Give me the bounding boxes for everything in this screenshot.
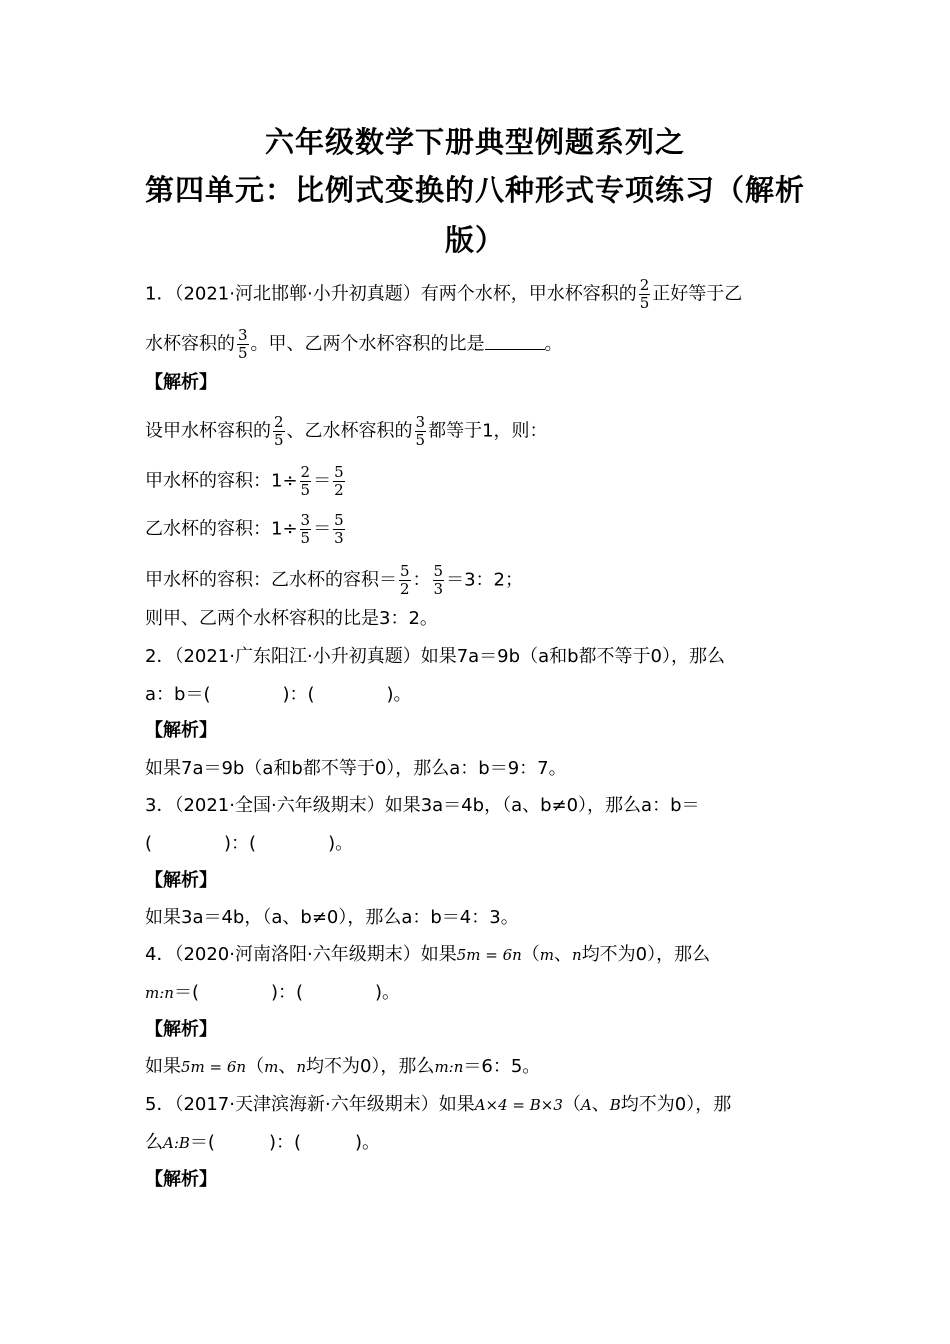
q5-text-b: （	[562, 1094, 581, 1115]
q3-answer: 如果3a＝4b，（a、b≠0），那么a：b＝4：3。	[145, 907, 519, 928]
q4-text-d: 均不为0），那么	[581, 944, 711, 965]
q4-text-b: （	[521, 944, 540, 965]
q5-line-2	[145, 1131, 815, 1155]
q5-var-b: B	[609, 1096, 621, 1114]
fraction-denominator: 5	[238, 344, 248, 362]
q4-ans-text-d: 均不为0），那么	[305, 1056, 435, 1077]
q1-s1-text-b: 、乙水杯容积的	[286, 420, 413, 442]
q4-ans-text-e: ＝6：5。	[463, 1056, 541, 1077]
q5-text-e: 么	[145, 1132, 163, 1153]
fraction-numerator: 2	[300, 463, 311, 481]
q1-line-1	[145, 277, 815, 312]
q1-s1-text-a: 设甲水杯容积的	[145, 420, 271, 442]
q3-line-1: 3．（2021·全国·六年级期末）如果3a＝4b，（a、b≠0），那么a：b＝	[145, 795, 700, 816]
q5-var-a: A	[580, 1096, 592, 1114]
fraction-numerator: 3	[238, 326, 248, 344]
q1-solution-5: 则甲、乙两个水杯容积的比是3：2。	[145, 608, 438, 629]
q4-ans-text-c: 、	[278, 1056, 297, 1077]
fraction-numerator: 3	[415, 413, 426, 431]
title-line-2: 第四单元：比例式变换的八种形式专项练习（解析	[144, 173, 805, 207]
answer-blank[interactable]	[485, 333, 545, 350]
q1-text-b: 正好等于乙	[652, 283, 743, 305]
q5-text-d: 均不为0），那	[620, 1094, 732, 1115]
fraction-numerator: 2	[274, 413, 284, 431]
q2-answer: 如果7a＝9b（a和b都不等于0），那么a：b＝9：7。	[145, 758, 567, 779]
fraction	[300, 512, 312, 547]
q3-line-2: ( )：( )。	[145, 833, 354, 854]
q1-s4-text-b: ：	[412, 569, 431, 591]
q1-s3-text-b: ＝	[313, 518, 332, 540]
q4-line-2	[145, 981, 815, 1005]
q4-ans-equation: 5m = 6n	[181, 1058, 247, 1076]
q5-equation: A×4 = B×3	[474, 1096, 563, 1114]
fraction-denominator: 2	[334, 481, 344, 499]
q1-s4-text-c: ＝3：2；	[446, 569, 523, 591]
q4-var-m: m	[539, 946, 555, 964]
q1-s1-text-c: 都等于1，则：	[428, 420, 548, 442]
q4-line-1	[145, 943, 815, 967]
q1-s3-text-a: 乙水杯的容积：1÷	[145, 518, 298, 540]
q4-text-l2: ＝( )：( )。	[173, 982, 401, 1003]
fraction	[300, 464, 312, 499]
q4-var-n: n	[572, 946, 582, 964]
fraction	[399, 563, 411, 598]
fraction-denominator: 5	[274, 431, 284, 449]
q1-line-2	[145, 327, 815, 362]
fraction-denominator: 5	[639, 294, 650, 312]
q4-text-a: 4．（2020·河南洛阳·六年级期末）如果	[145, 944, 457, 965]
q1-jiexi: 【解析】	[145, 372, 217, 393]
q4-ans-var-m: m	[264, 1058, 279, 1076]
q4-equation: 5m = 6n	[456, 946, 522, 964]
fraction-numerator: 3	[300, 511, 311, 529]
fraction-numerator: 5	[433, 562, 444, 580]
fraction	[433, 563, 445, 598]
q1-solution-3	[145, 512, 815, 547]
q4-ratio: m:n	[145, 984, 174, 1002]
q2-jiexi: 【解析】	[145, 720, 217, 741]
q4-jiexi: 【解析】	[145, 1019, 217, 1040]
q1-solution-4	[145, 563, 815, 598]
fraction	[273, 414, 285, 449]
q4-ans-var-n: n	[296, 1058, 306, 1076]
q1-text-d: 。甲、乙两个水杯容积的比是	[250, 333, 485, 355]
q1-solution-1	[145, 414, 815, 449]
q4-ans-ratio: m:n	[434, 1058, 464, 1076]
fraction-numerator: 2	[639, 276, 650, 294]
fraction-denominator: 3	[433, 580, 444, 598]
fraction-numerator: 5	[334, 511, 344, 529]
q5-text-f: ＝( )：( )。	[189, 1132, 381, 1153]
fraction	[333, 464, 345, 499]
q1-text-e: 。	[544, 333, 563, 355]
fraction-denominator: 2	[400, 580, 410, 598]
q1-s2-text-b: ＝	[313, 470, 332, 492]
fraction-numerator: 5	[334, 463, 344, 481]
q2-line-2: a：b＝( )：( )。	[145, 684, 412, 705]
q1-s4-text-a: 甲水杯的容积：乙水杯的容积＝	[145, 569, 397, 591]
q5-ratio: A:B	[163, 1134, 190, 1152]
q4-ans-text-b: （	[246, 1056, 265, 1077]
fraction	[415, 414, 427, 449]
q4-ans-text-a: 如果	[145, 1056, 181, 1077]
q4-text-c: 、	[554, 944, 573, 965]
q1-s2-text-a: 甲水杯的容积：1÷	[145, 470, 298, 492]
fraction	[237, 327, 249, 362]
q5-jiexi: 【解析】	[145, 1169, 217, 1190]
fraction-numerator: 5	[400, 562, 410, 580]
q2-line-1: 2．（2021·广东阳江·小升初真题）如果7a＝9b（a和b都不等于0），那么	[145, 646, 725, 667]
title-line-1: 六年级数学下册典型例题系列之	[264, 125, 685, 159]
q4-answer	[145, 1055, 815, 1079]
q5-line-1	[145, 1093, 815, 1117]
fraction-denominator: 5	[300, 529, 311, 547]
q1-text-c: 水杯容积的	[145, 333, 235, 355]
fraction-denominator: 3	[334, 529, 344, 547]
fraction	[639, 277, 651, 312]
title-line-3: 版）	[444, 223, 505, 257]
fraction	[333, 512, 345, 547]
fraction-denominator: 5	[300, 481, 311, 499]
q5-text-c: 、	[591, 1094, 610, 1115]
q3-jiexi: 【解析】	[145, 870, 217, 891]
q1-text-a: 1．（2021·河北邯郸·小升初真题）有两个水杯，甲水杯容积的	[145, 283, 637, 305]
fraction-denominator: 5	[415, 431, 426, 449]
q5-text-a: 5．（2017·天津滨海新·六年级期末）如果	[145, 1094, 475, 1115]
q1-solution-2	[145, 464, 815, 499]
